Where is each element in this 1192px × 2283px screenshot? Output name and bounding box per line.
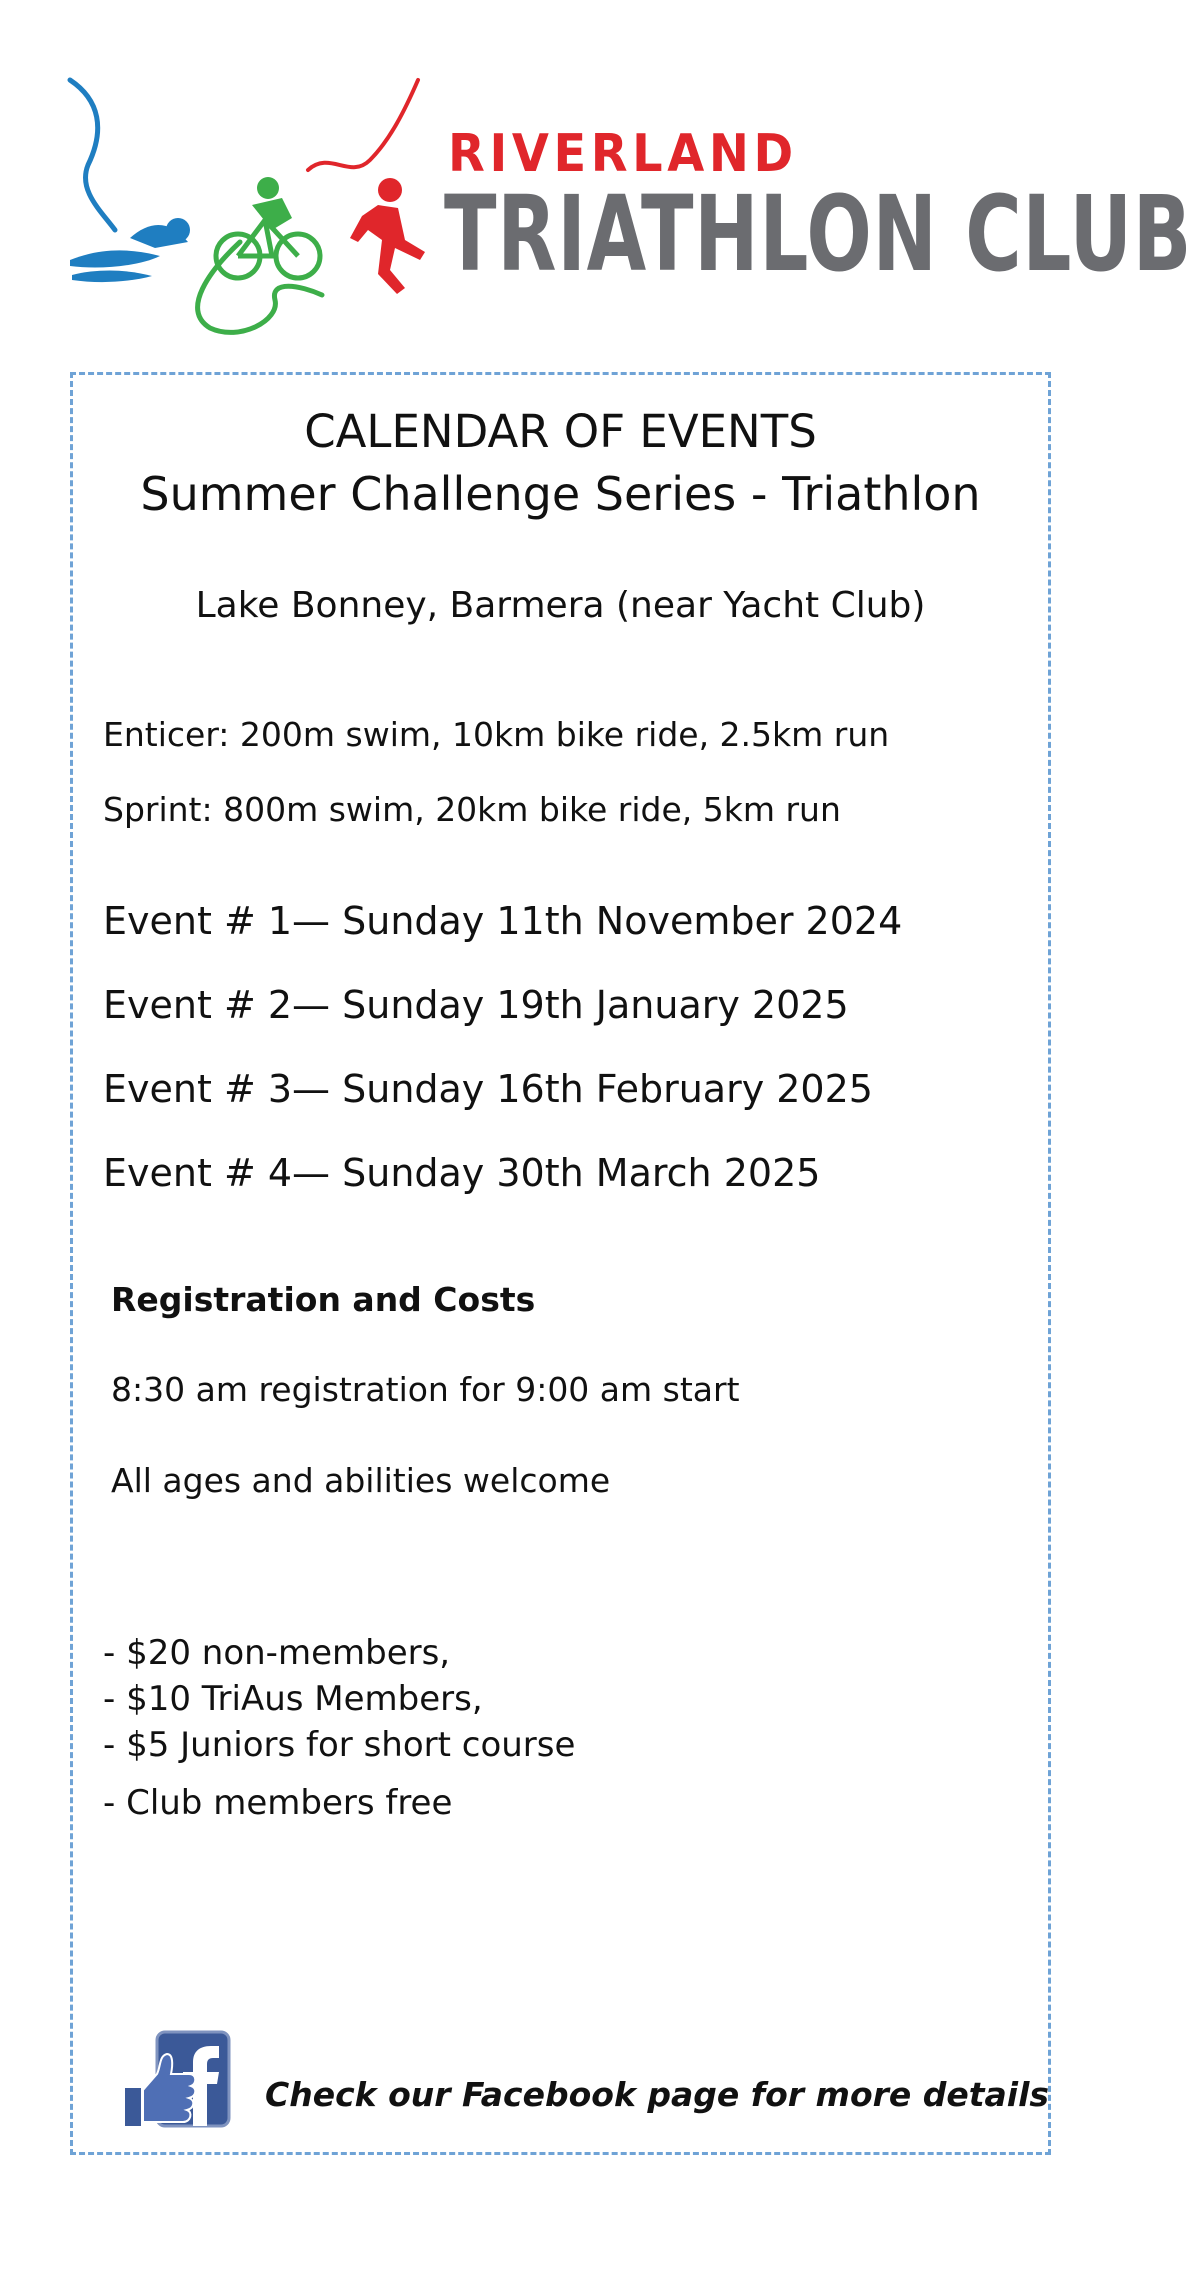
race-sprint: Sprint: 800m swim, 20km bike ride, 5km run (103, 790, 841, 829)
cost-club-members: - Club members free (103, 1783, 453, 1823)
race-enticer: Enticer: 200m swim, 10km bike ride, 2.5km run (103, 715, 890, 754)
cost-juniors: - $5 Juniors for short course (103, 1725, 576, 1765)
event-item-1: Event # 1— Sunday 11th November 2024 (103, 899, 903, 943)
brand-name-riverland: RIVERLAND (448, 124, 798, 184)
registration-heading: Registration and Costs (111, 1280, 536, 1319)
events-card (70, 372, 1051, 2155)
registration-welcome: All ages and abilities welcome (111, 1461, 611, 1500)
event-item-2: Event # 2— Sunday 19th January 2025 (103, 983, 849, 1027)
brand-name-triathlon-club: TRIATHLON CLUB (444, 173, 1192, 295)
registration-time: 8:30 am registration for 9:00 am start (111, 1370, 740, 1409)
facebook-link-text[interactable]: Check our Facebook page for more details (265, 2075, 1050, 2114)
facebook-like-icon[interactable] (123, 2030, 233, 2130)
cost-triaus-members: - $10 TriAus Members, (103, 1679, 483, 1719)
cost-non-members: - $20 non-members, (103, 1633, 451, 1673)
club-logo (60, 70, 1192, 350)
event-location: Lake Bonney, Barmera (near Yacht Club) (195, 585, 926, 626)
event-item-3: Event # 3— Sunday 16th February 2025 (103, 1067, 873, 1111)
page-title: CALENDAR OF EVENTS (304, 405, 817, 458)
event-item-4: Event # 4— Sunday 30th March 2025 (103, 1151, 821, 1195)
page-subtitle: Summer Challenge Series - Triathlon (140, 467, 981, 521)
